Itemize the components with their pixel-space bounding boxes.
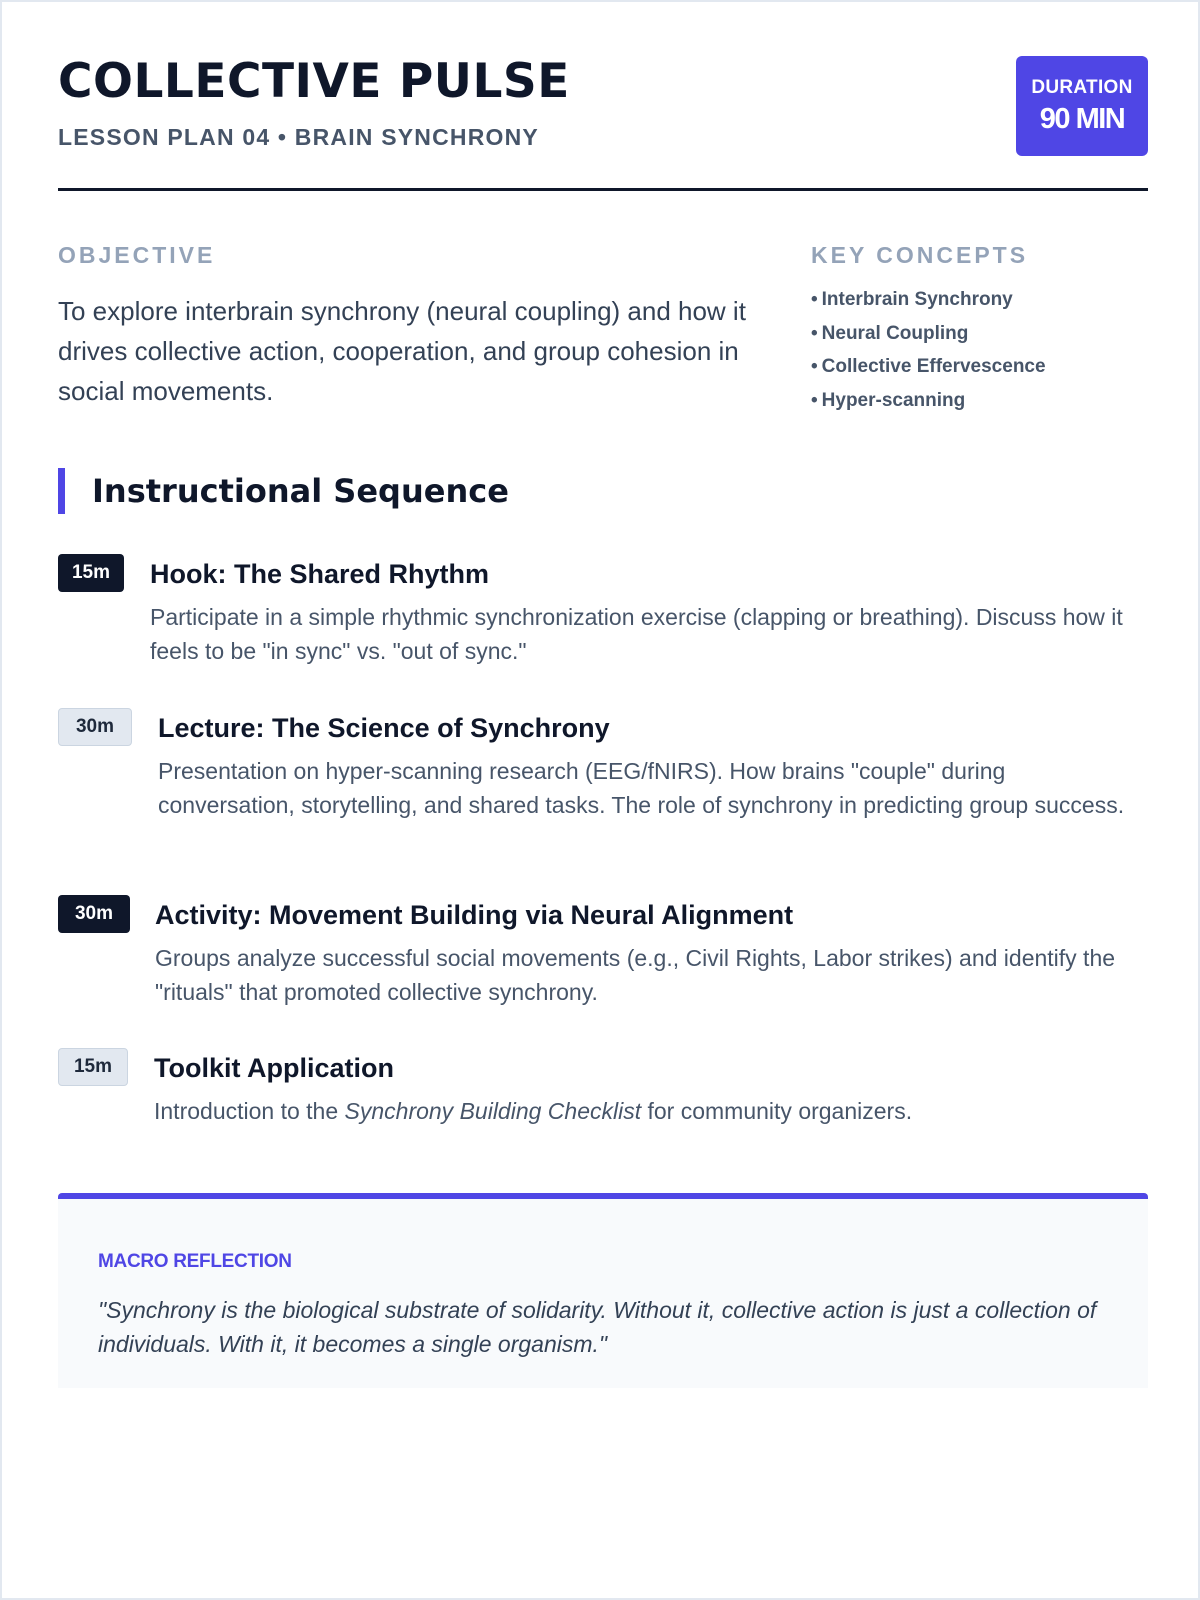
objective-label: OBJECTIVE (58, 242, 216, 268)
step-time-badge: 30m (58, 895, 130, 933)
objective-section (58, 242, 758, 411)
bullet-icon: • (811, 356, 818, 377)
step-title: Toolkit Application (154, 1053, 394, 1083)
duration-badge (1016, 56, 1148, 156)
step-time-badge: 30m (58, 708, 132, 746)
key-concept-item (811, 384, 1148, 418)
step-title: Activity: Movement Building via Neural Alignment (155, 900, 794, 930)
step-body (150, 558, 1148, 668)
step-body (155, 899, 1148, 1009)
key-concepts-list (811, 283, 1148, 417)
bullet-icon: • (811, 389, 818, 411)
page-title: COLLECTIVE PULSE (58, 54, 570, 109)
step-description: Presentation on hyper-scanning research (EEG/fNIRS). How brains "couple" during conversation, storytelling, and shared tasks. The role of synchrony in predicting group success. (158, 758, 1125, 818)
key-concept-item (811, 350, 1148, 384)
page-content (58, 2, 1148, 1357)
reflection-label: MACRO REFLECTION (98, 1251, 292, 1272)
key-concept-item (811, 283, 1148, 317)
step-time-badge: 15m (58, 1048, 128, 1086)
key-concept-item (811, 317, 1148, 351)
page-subtitle: LESSON PLAN 04 • BRAIN SYNCHRONY (58, 124, 539, 150)
step-description (154, 1094, 1148, 1128)
step-description-text: for community organizers. (641, 1098, 913, 1124)
checklist-title: Synchrony Building Checklist (344, 1098, 642, 1124)
key-concept-label: Interbrain Synchrony (821, 289, 1013, 310)
key-concepts-label: KEY CONCEPTS (811, 242, 1029, 268)
key-concept-label: Hyper-scanning (821, 389, 966, 411)
step-description: Groups analyze successful social movements (e.g., Civil Rights, Labor strikes) and identify the "rituals" that promoted collective synchrony. (155, 945, 1116, 1005)
duration-value: 90 MIN (1039, 102, 1125, 135)
macro-reflection-box (58, 1193, 1148, 1388)
step-description-text: Introduction to the (154, 1098, 345, 1124)
objective-text: To explore interbrain synchrony (neural coupling) and how it drives collective action, cooperation, and group cohesion in social movements. (58, 296, 746, 406)
sequence-heading (58, 468, 509, 514)
header (58, 2, 1148, 191)
step-description: Participate in a simple rhythmic synchronization exercise (clapping or breathing). Discuss how it feels to be "in sync" vs. "out of sync." (150, 604, 1123, 664)
step-body (154, 1052, 1148, 1128)
sequence-heading-text: Instructional Sequence (92, 472, 509, 510)
bullet-icon: • (811, 289, 818, 310)
duration-label: DURATION (1031, 76, 1133, 98)
step-title: Hook: The Shared Rhythm (150, 559, 490, 589)
bullet-icon: • (811, 322, 818, 344)
key-concept-label: Neural Coupling (821, 322, 969, 344)
step-time-badge: 15m (58, 554, 124, 592)
key-concepts-section (811, 242, 1148, 417)
step-body (158, 712, 1148, 822)
step-title: Lecture: The Science of Synchrony (158, 713, 610, 743)
key-concept-label: Collective Effervescence (821, 356, 1046, 377)
reflection-quote: "Synchrony is the biological substrate of solidarity. Without it, collective action is just a collection of individuals. With it, it becomes a single organism." (98, 1297, 1097, 1357)
